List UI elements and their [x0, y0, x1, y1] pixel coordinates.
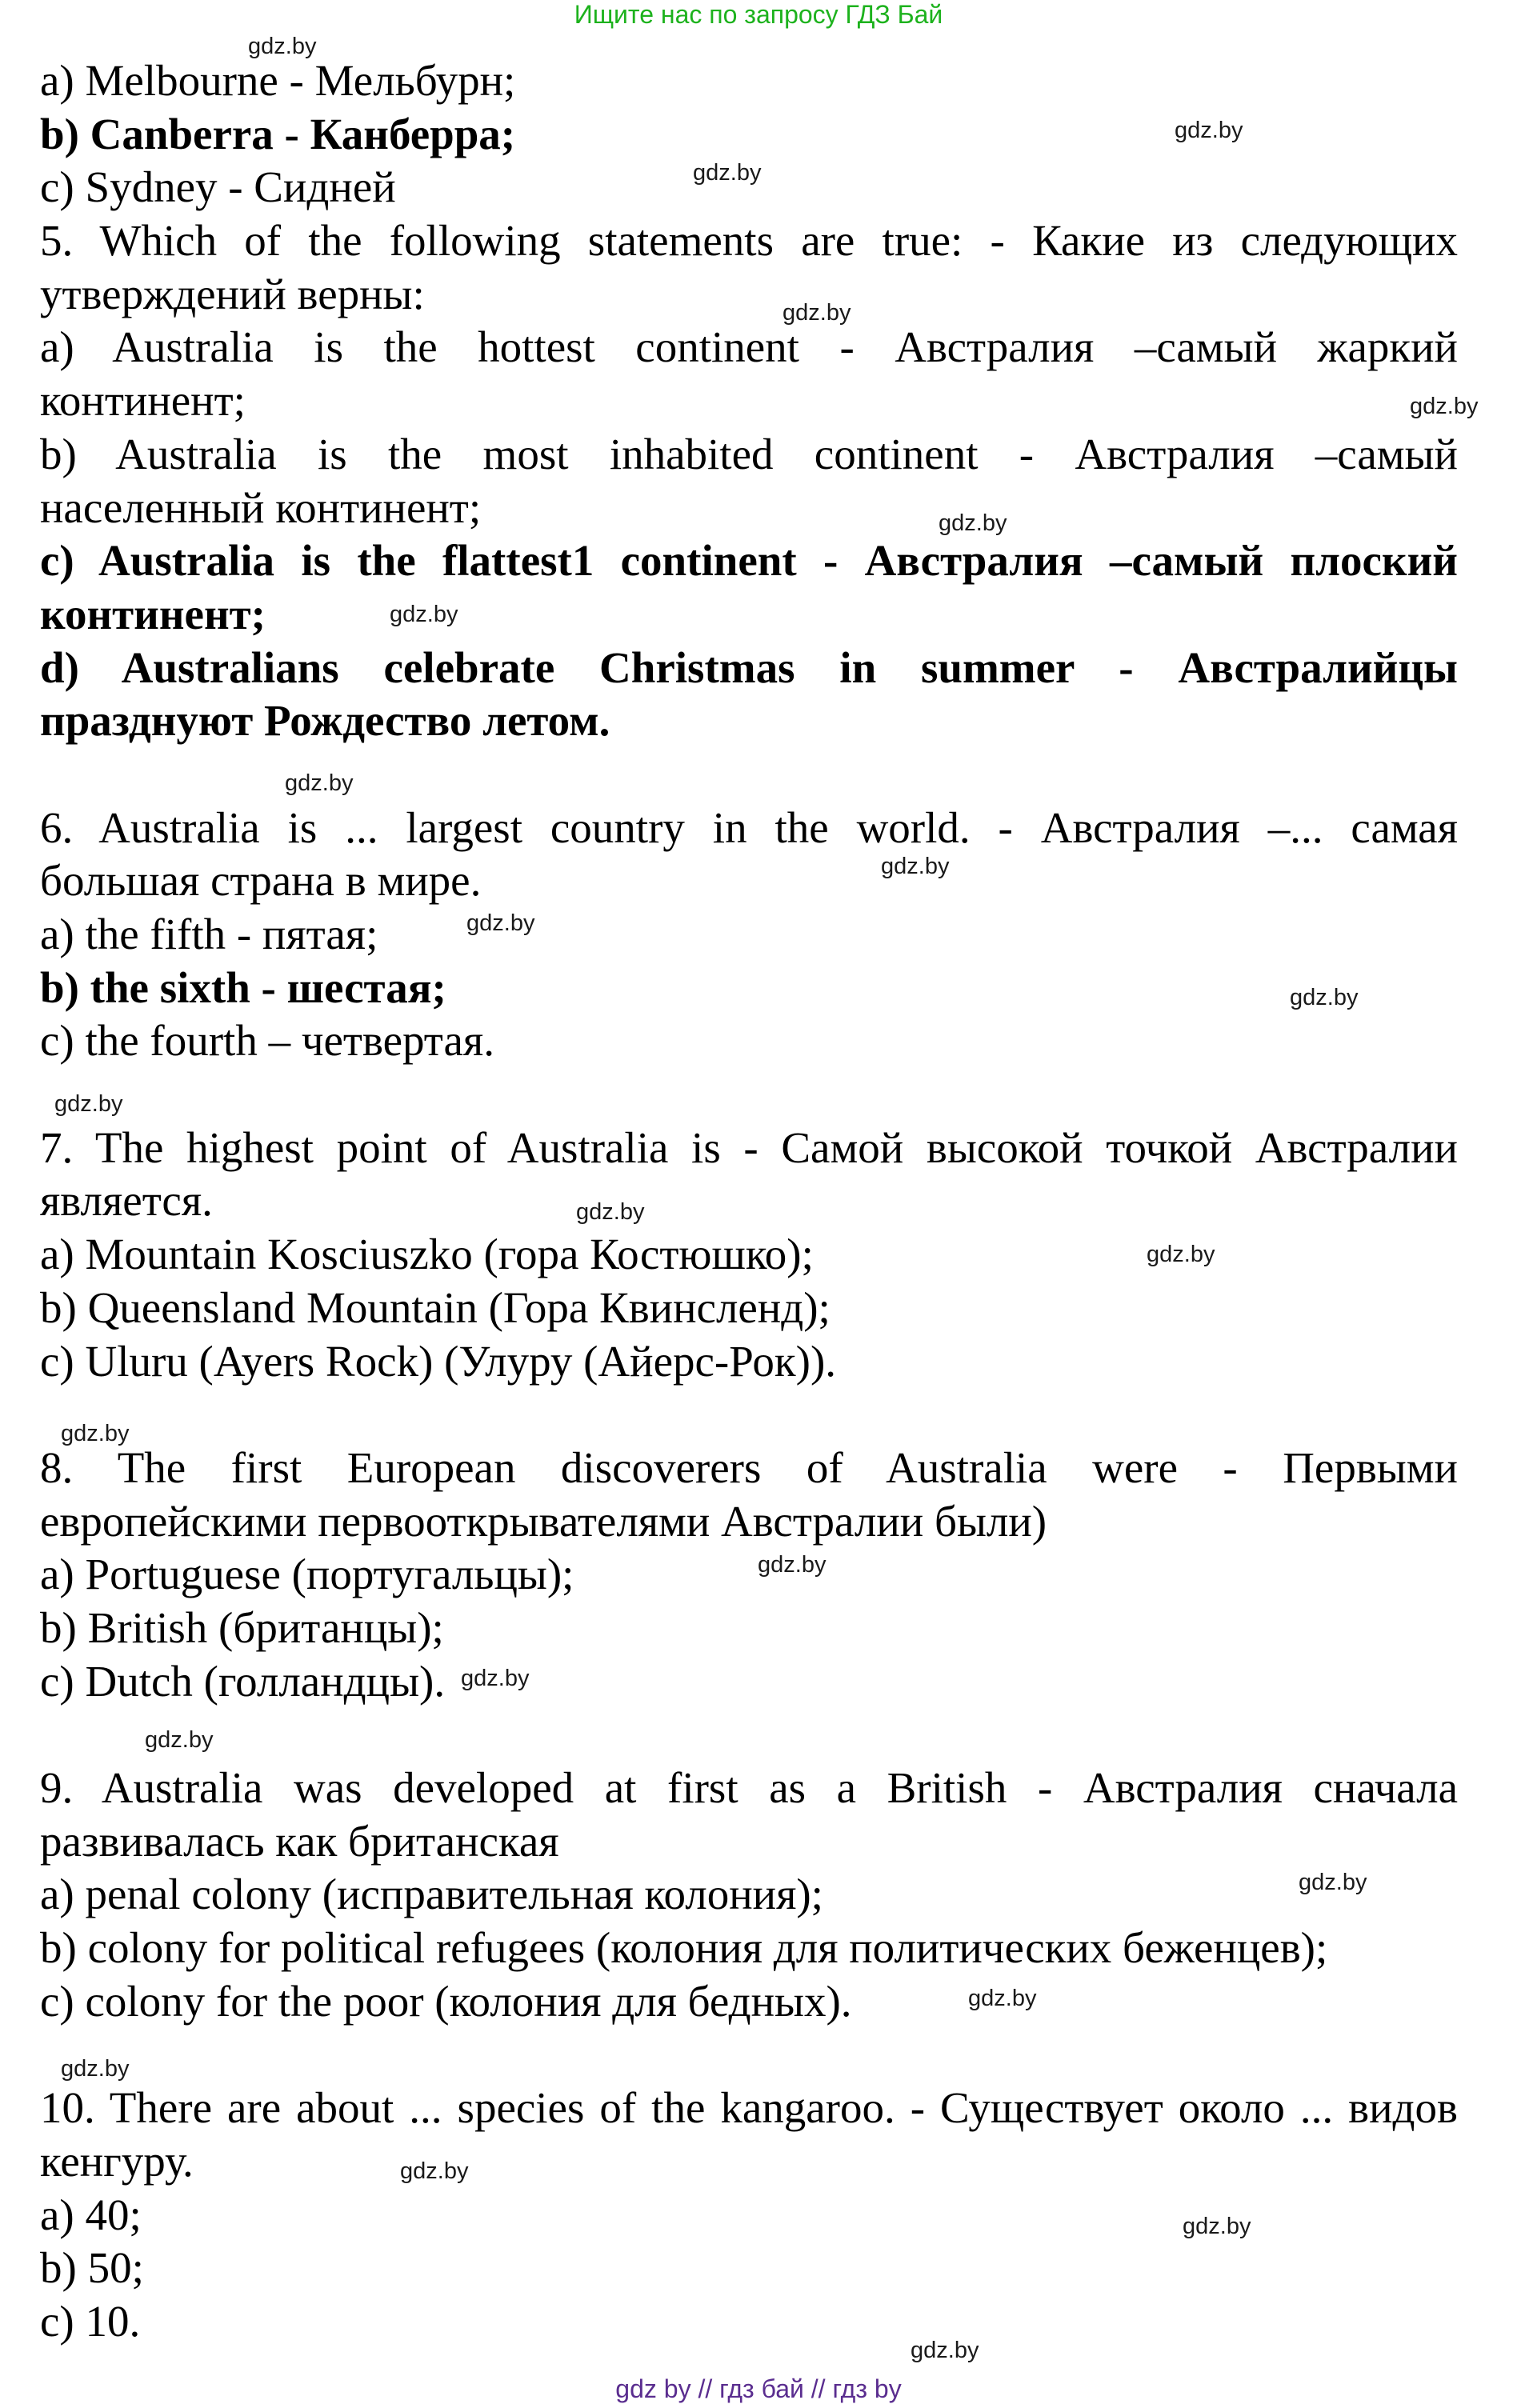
watermark: gdz.by	[881, 854, 950, 879]
answer-10b: b) 50;	[40, 2243, 144, 2293]
answer-9a: a) penal colony (исправительная колония);	[40, 1870, 823, 1919]
question-5-cont: утверждений верны:	[40, 269, 425, 318]
watermark: gdz.by	[939, 510, 1007, 536]
search-banner: Ищите нас по запросу ГДЗ Бай	[574, 0, 943, 29]
question-9: 9. Australia was developed at first as a British - Австралия сначала	[40, 1763, 1458, 1812]
question-6: 6. Australia is ... largest country in the world. - Австралия –... самая	[40, 802, 1458, 852]
answer-10a: a) 40;	[40, 2190, 142, 2239]
question-6-cont: большая страна в мире.	[40, 856, 482, 906]
answer-9c: c) colony for the poor (колония для бедных).	[40, 1976, 852, 2026]
answer-6b-correct: b) the sixth - шестая;	[40, 962, 446, 1012]
watermark: gdz.by	[1299, 1870, 1367, 1895]
answer-8a: a) Portuguese (португальцы);	[40, 1550, 574, 1599]
watermark: gdz.by	[783, 300, 851, 326]
watermark: gdz.by	[390, 602, 458, 627]
answer-9b: b) colony for political refugees (колония для политических беженцев);	[40, 1923, 1328, 1973]
answer-8b: b) British (британцы);	[40, 1602, 444, 1652]
watermark: gdz.by	[1183, 2214, 1251, 2239]
watermark: gdz.by	[61, 1421, 130, 1446]
watermark: gdz.by	[911, 2338, 979, 2363]
watermark: gdz.by	[466, 910, 535, 936]
question-7-cont: является.	[40, 1176, 213, 1226]
document-body	[40, 54, 1458, 2349]
watermark: gdz.by	[400, 2158, 469, 2184]
answer-6c: c) the fourth – четвертая.	[40, 1016, 494, 1066]
answer-5b-cont: населенный континент;	[40, 482, 482, 532]
watermark: gdz.by	[1175, 118, 1243, 143]
answer-5a-cont: континент;	[40, 376, 246, 426]
answer-4b-correct: b) Canberra - Канберра;	[40, 109, 516, 158]
watermark: gdz.by	[758, 1552, 827, 1578]
watermark: gdz.by	[285, 770, 354, 796]
watermark: gdz.by	[54, 1091, 123, 1117]
answer-5a: a) Australia is the hottest continent - Австралия –самый жаркий	[40, 322, 1458, 372]
question-10-cont: кенгуру.	[40, 2136, 194, 2186]
watermark: gdz.by	[1147, 1242, 1215, 1267]
answer-7c: c) Uluru (Ayers Rock) (Улуру (Айерс-Рок)).	[40, 1336, 837, 1386]
watermark: gdz.by	[61, 2056, 130, 2082]
watermark: gdz.by	[1290, 985, 1359, 1010]
question-10: 10. There are about ... species of the kangaroo. - Существует около ... видов	[40, 2083, 1458, 2133]
watermark: gdz.by	[576, 1199, 645, 1225]
site-footer: gdz by // гдз бай // гдз by	[615, 2374, 902, 2403]
question-5: 5. Which of the following statements are true: - Какие из следующих	[40, 216, 1458, 266]
question-8: 8. The first European discoverers of Australia were - Первыми	[40, 1442, 1458, 1492]
answer-8c: c) Dutch (голландцы).	[40, 1656, 446, 1706]
question-7: 7. The highest point of Australia is - Самой высокой точкой Австралии	[40, 1122, 1458, 1172]
spacer	[40, 1388, 1458, 1442]
spacer	[40, 748, 1458, 802]
answer-7b: b) Queensland Mountain (Гора Квинсленд);	[40, 1282, 831, 1332]
watermark: gdz.by	[1410, 394, 1479, 419]
spacer	[40, 1068, 1458, 1122]
watermark: gdz.by	[461, 1666, 530, 1691]
answer-7a: a) Mountain Kosciuszko (гора Костюшко);	[40, 1230, 814, 1279]
watermark: gdz.by	[145, 1727, 214, 1753]
watermark: gdz.by	[248, 34, 317, 59]
spacer	[40, 1708, 1458, 1762]
answer-4c: c) Sydney - Сидней	[40, 162, 396, 212]
answer-5d-correct: d) Australians celebrate Christmas in summer - Австралийцы	[40, 642, 1458, 692]
answer-6a: a) the fifth - пятая;	[40, 910, 378, 958]
answer-5b: b) Australia is the most inhabited continent - Австралия –самый	[40, 429, 1458, 478]
question-9-cont: развивалась как британская	[40, 1816, 559, 1866]
watermark: gdz.by	[968, 1986, 1037, 2011]
watermark: gdz.by	[693, 160, 762, 186]
answer-5c-correct: c) Australia is the flattest1 continent - Австралия –самый плоский	[40, 536, 1458, 586]
answer-4a: a) Melbourne - Мельбурн;	[40, 56, 516, 105]
answer-10c: c) 10.	[40, 2296, 141, 2346]
spacer	[40, 2028, 1458, 2082]
answer-5c-cont: континент;	[40, 589, 266, 638]
question-8-cont: европейскими первооткрывателями Австралии были)	[40, 1496, 1047, 1546]
answer-5d-cont: празднуют Рождество летом.	[40, 696, 610, 746]
